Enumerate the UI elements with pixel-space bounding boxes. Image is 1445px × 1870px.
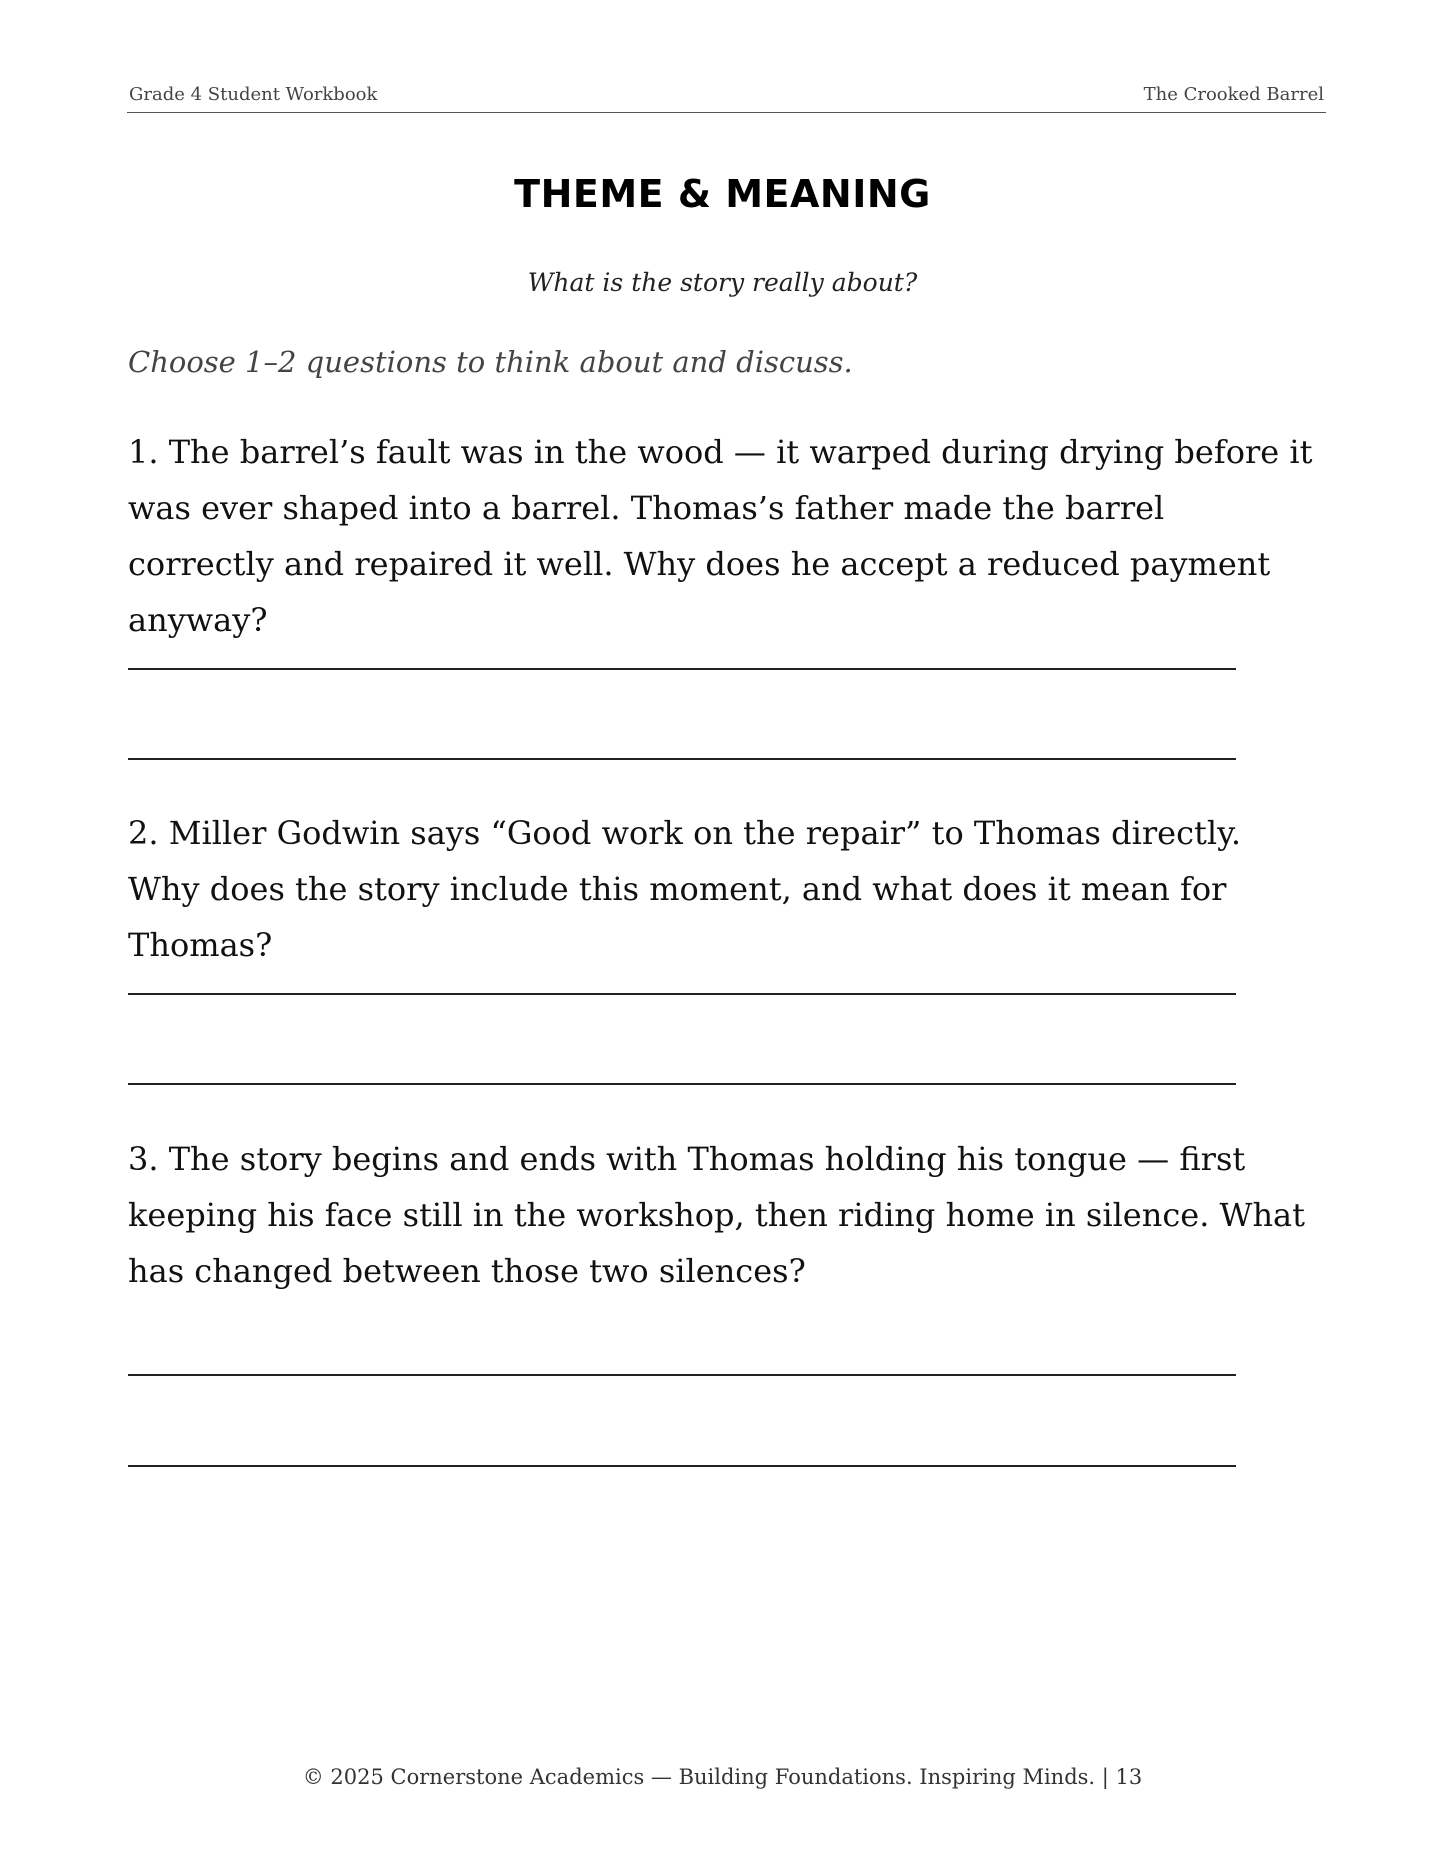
question-1: 1. The barrel’s fault was in the wood — it warped during drying before it was ever shaped into a barrel. Thomas’s father made the barrel correctly and repaired it well. Why does he accept a reduced payment anyway? <box>128 433 1313 639</box>
answer-line-1b[interactable] <box>128 758 1236 760</box>
header-workbook-label: Grade 4 Student Workbook <box>129 84 378 105</box>
answer-line-3b[interactable] <box>128 1465 1236 1467</box>
answer-line-2a[interactable] <box>128 993 1236 995</box>
page-footer: © 2025 Cornerstone Academics — Building Foundations. Inspiring Minds. | 13 <box>302 1765 1143 1789</box>
header-story-title: The Crooked Barrel <box>1143 84 1324 105</box>
page-title: THEME & MEANING <box>514 172 931 216</box>
question-3: 3. The story begins and ends with Thomas holding his tongue — first keeping his face still in the workshop, then riding home in silence. What has changed between those two silences? <box>128 1140 1305 1290</box>
answer-line-2b[interactable] <box>128 1083 1236 1085</box>
page-subtitle: What is the story really about? <box>527 268 918 297</box>
question-2: 2. Miller Godwin says “Good work on the repair” to Thomas directly. Why does the story include this moment, and what does it mean for Thomas? <box>128 814 1242 964</box>
answer-line-3a[interactable] <box>128 1374 1236 1376</box>
answer-line-1a[interactable] <box>128 668 1236 670</box>
instructions-text: Choose 1–2 questions to think about and discuss. <box>128 345 853 379</box>
page-header <box>127 84 1326 113</box>
